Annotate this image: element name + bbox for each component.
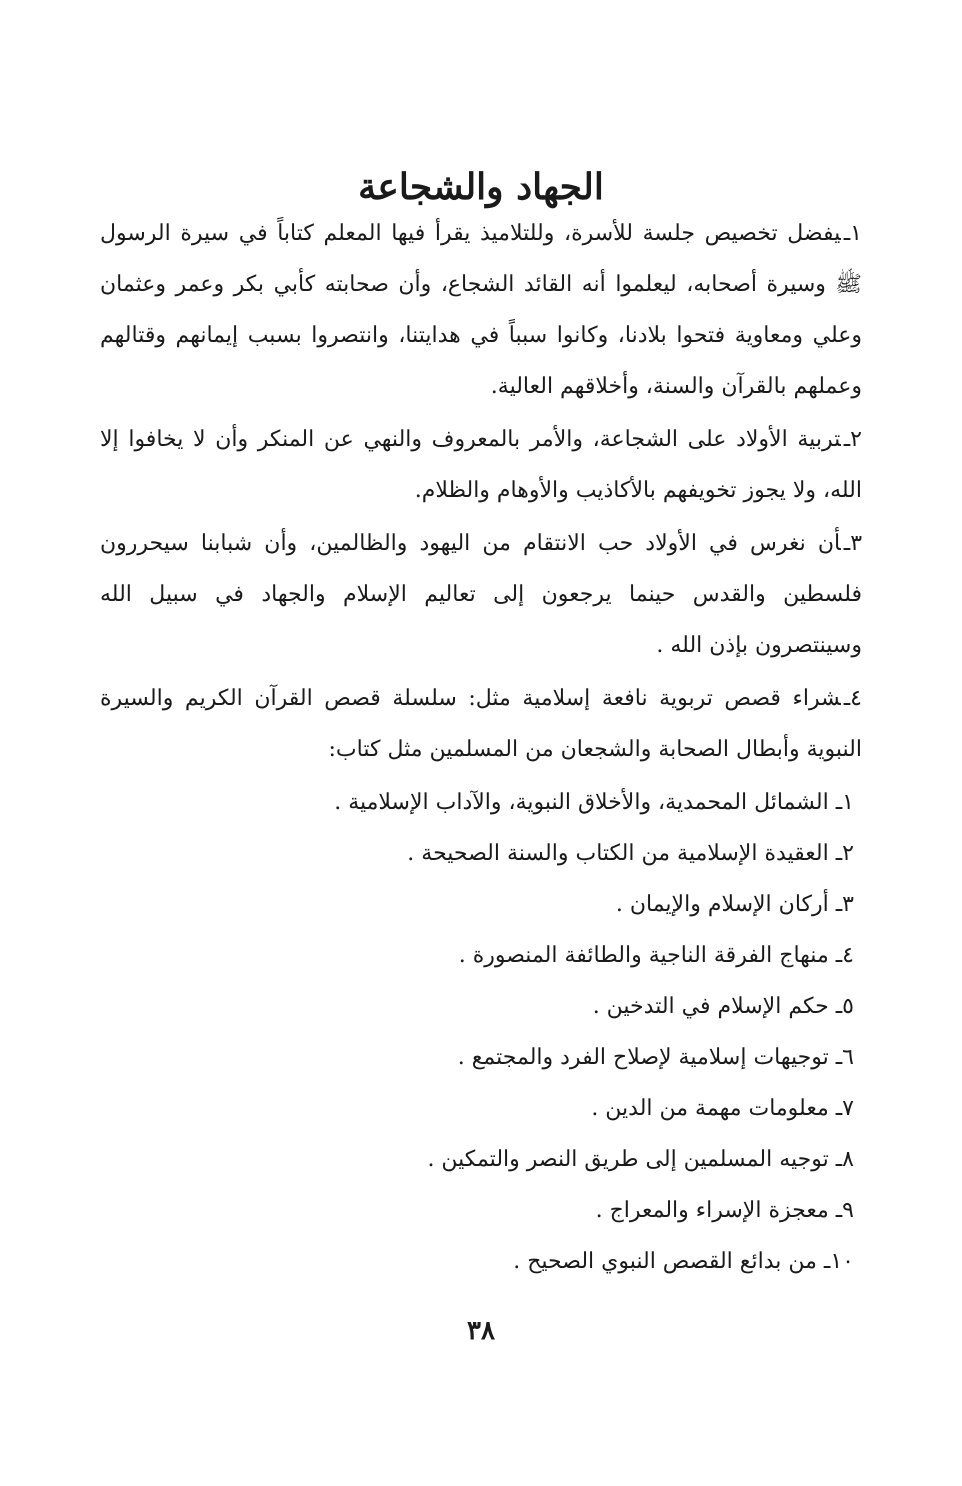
book-list-item: ٢ـ العقيدة الإسلامية من الكتاب والسنة الصحيحة . — [407, 841, 854, 866]
paragraph-1 — [100, 208, 862, 412]
book-list-item: ٨ـ توجيه المسلمين إلى طريق النصر والتمكين . — [427, 1147, 854, 1172]
paragraph-number: ٤ـ — [843, 686, 862, 711]
book-list-item: ٣ـ أركان الإسلام والإيمان . — [615, 892, 854, 917]
paragraph-number: ٣ـ — [843, 531, 863, 556]
book-list-item: ٦ـ توجيهات إسلامية لإصلاح الفرد والمجتمع . — [457, 1045, 854, 1070]
paragraph-2 — [100, 414, 862, 516]
page-number: ٣٨ — [467, 1316, 495, 1346]
paragraph-number: ١ـ — [843, 221, 862, 246]
book-list-item: ٤ـ منهاج الفرقة الناجية والطائفة المنصورة . — [458, 943, 854, 968]
paragraph-text: أن نغرس في الأولاد حب الانتقام من اليهود والظالمين، وأن شبابنا سيحررون فلسطين والقدس حينما يرجعون إلى تعاليم الإسلام والجهاد في سبيل الله وسينتصرون بإذن الله . — [100, 531, 862, 658]
book-list-item: ٥ـ حكم الإسلام في التدخين . — [592, 994, 854, 1019]
paragraph-number: ٢ـ — [843, 427, 862, 452]
page-title: الجهاد والشجاعة — [358, 166, 604, 209]
book-list-item: ٧ـ معلومات مهمة من الدين . — [591, 1096, 854, 1121]
book-list-item: ٩ـ معجزة الإسراء والمعراج . — [595, 1198, 854, 1223]
paragraph-4 — [100, 673, 862, 775]
book-list — [100, 777, 862, 1287]
paragraph-text: تربية الأولاد على الشجاعة، والأمر بالمعروف والنهي عن المنكر وأن لا يخافوا إلا الله، ولا يجوز تخويفهم بالأكاذيب والأوهام والظلام. — [100, 427, 862, 503]
book-list-item: ١٠ـ من بدائع القصص النبوي الصحيح . — [513, 1249, 854, 1274]
paragraph-3 — [100, 518, 862, 671]
book-list-item: ١ـ الشمائل المحمدية، والأخلاق النبوية، والآداب الإسلامية . — [334, 790, 854, 815]
paragraph-text: يفضل تخصيص جلسة للأسرة، وللتلاميذ يقرأ فيها المعلم كتاباً في سيرة الرسول ﷺ وسيرة أصحابه، ليعلموا أنه القائد الشجاع، وأن صحابته كأبي بكر وعمر وعثمان وعلي ومعاوية فتحوا بلادنا، وكانوا سبباً في هدايتنا، وانتصروا بسبب إيمانهم وقتالهم وعملهم بالقرآن والسنة، وأخلاقهم العالية. — [100, 221, 862, 399]
body-text — [100, 208, 862, 1287]
paragraph-text: شراء قصص تربوية نافعة إسلامية مثل: سلسلة قصص القرآن الكريم والسيرة النبوية وأبطال الصحابة والشجعان من المسلمين مثل كتاب: — [100, 686, 862, 762]
